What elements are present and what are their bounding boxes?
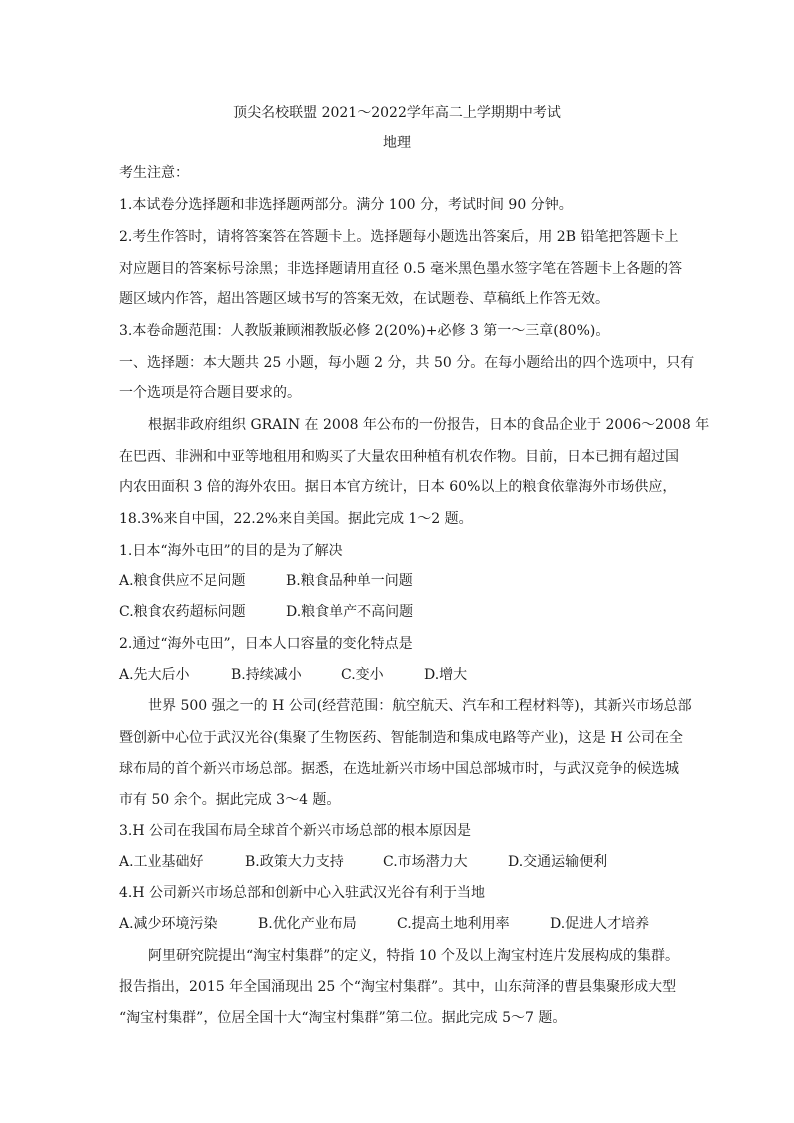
passage3-line-1: 阿里研究院提出“淘宝村集群”的定义，特指 10 个及以上淘宝村连片发展构成的集群。	[148, 948, 680, 964]
q4-option-c: C.提高土地利用率	[397, 916, 510, 932]
passage1-line-1: 根据非政府组织 GRAIN 在 2008 年公布的一份报告，日本的食品企业于 2006～2008 年	[148, 417, 710, 433]
passage1-line-3: 内农田面积 3 倍的海外农田。据日本官方统计，日本 60%以上的粮食依靠海外市场供应，	[119, 479, 677, 495]
q2-stem: 2.通过“海外屯田”，日本人口容量的变化特点是	[119, 636, 413, 652]
q3-option-d: D.交通运输便利	[508, 854, 608, 870]
passage2-line-2: 暨创新中心位于武汉光谷(集聚了生物医药、智能制造和集成电路等产业)，这是 H 公司在全	[119, 730, 684, 746]
q4-option-d: D.促进人才培养	[550, 916, 650, 932]
q2-option-d: D.增大	[424, 667, 468, 683]
passage1-line-4: 18.3%来自中国，22.2%来自美国。据此完成 1～2 题。	[119, 511, 473, 527]
q3-option-b: B.政策大力支持	[245, 854, 344, 870]
q1-option-a: A.粮食供应不足问题	[119, 573, 246, 589]
notice-item-2-line-2: 对应题目的答案标号涂黑；非选择题请用直径 0.5 毫米黑色墨水签字笔在答题卡上各题的答	[119, 261, 683, 277]
subject-title: 地理	[383, 135, 411, 151]
q2-option-c: C.变小	[341, 667, 384, 683]
notice-item-2-line-3: 题区域内作答，超出答题区域书写的答案无效，在试题卷、草稿纸上作答无效。	[119, 291, 609, 307]
q3-option-c: C.市场潜力大	[383, 854, 468, 870]
q1-stem: 1.日本“海外屯田”的目的是为了解决	[119, 543, 343, 559]
section1-intro-line-1: 一、选择题：本大题共 25 小题，每小题 2 分，共 50 分。在每小题给出的四个选项中，只有	[119, 355, 695, 371]
q4-stem: 4.H 公司新兴市场总部和创新中心入驻武汉光谷有利于当地	[119, 885, 486, 901]
passage3-line-3: “淘宝村集群”，位居全国十大“淘宝村集群”第二位。据此完成 5～7 题。	[119, 1010, 567, 1026]
q2-option-a: A.先大后小	[119, 667, 190, 683]
notice-item-3: 3.本卷命题范围：人教版兼顾湘教版必修 2(20%)+必修 3 第一～三章(80%)。	[119, 323, 610, 339]
q4-option-a: A.减少环境污染	[119, 916, 218, 932]
passage1-line-2: 在巴西、非洲和中亚等地租用和购买了大量农田种植有机农作物。目前，日本已拥有超过国	[119, 449, 679, 465]
notice-item-2-line-1: 2.考生作答时，请将答案答在答题卡上。选择题每小题选出答案后，用 2B 铅笔把答题卡上	[119, 229, 679, 245]
q4-option-b: B.优化产业布局	[258, 916, 357, 932]
q1-option-d: D.粮食单产不高问题	[286, 604, 414, 620]
q3-stem: 3.H 公司在我国布局全球首个新兴市场总部的根本原因是	[119, 823, 472, 839]
q3-option-a: A.工业基础好	[119, 854, 204, 870]
section1-intro-line-2: 一个选项是符合题目要求的。	[119, 385, 301, 401]
notice-item-1: 1.本试卷分选择题和非选择题两部分。满分 100 分，考试时间 90 分钟。	[119, 197, 573, 213]
passage2-line-3: 球布局的首个新兴市场总部。据悉，在选址新兴市场中国总部城市时，与武汉竞争的候选城	[119, 761, 679, 777]
passage3-line-2: 报告指出，2015 年全国涌现出 25 个“淘宝村集群”。其中，山东菏泽的曹县集聚形成大型	[119, 979, 677, 995]
notice-heading: 考生注意：	[119, 165, 189, 181]
passage2-line-1: 世界 500 强之一的 H 公司(经营范围：航空航天、汽车和工程材料等)，其新兴市场总部	[148, 698, 692, 714]
q1-option-b: B.粮食品种单一问题	[286, 573, 413, 589]
exam-title: 顶尖名校联盟 2021～2022学年高二上学期期中考试	[233, 105, 561, 121]
q2-option-b: B.持续减小	[231, 667, 302, 683]
passage2-line-4: 市有 50 余个。据此完成 3～4 题。	[119, 792, 341, 808]
q1-option-c: C.粮食农药超标问题	[119, 604, 246, 620]
